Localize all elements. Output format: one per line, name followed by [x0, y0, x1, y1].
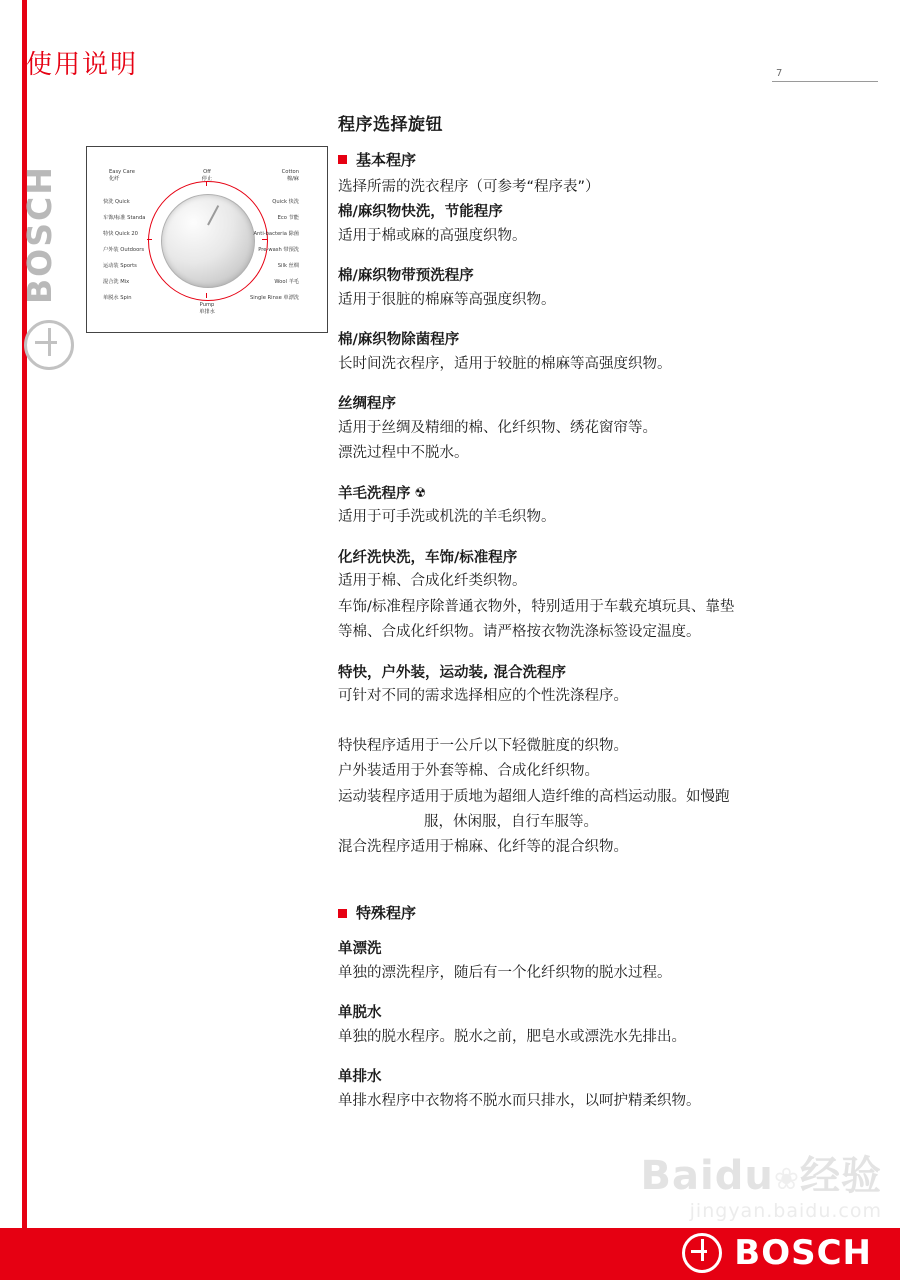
page-number-rule [772, 81, 878, 82]
footer-wordmark: BOSCH [734, 1233, 872, 1273]
program-body-5-2: 等棉、合成化纤织物。请严格按衣物洗涤标签设定温度。 [338, 624, 701, 641]
dial-label-outdoors: 户外装 Outdoors [103, 247, 145, 253]
red-square-bullet-icon [338, 155, 347, 164]
program-head-4 [338, 483, 872, 506]
dial-tick [262, 239, 267, 240]
page-number-block [762, 68, 882, 82]
program-body-4-0: 适用于可手洗或机洗的羊毛织物。 [338, 509, 556, 526]
dial-tick [206, 293, 207, 298]
special-programs-heading [338, 901, 872, 925]
program-body-1-0: 适用于很脏的棉麻等高强度织物。 [338, 291, 556, 308]
watermark-brand: Baidu [640, 1153, 774, 1199]
dial-label-sports: 运动装 Sports [103, 263, 137, 269]
dial-label-antibacteria: Anti-bacteria 除菌 [253, 231, 299, 237]
watermark [640, 1153, 882, 1222]
dial-label-prewash: Pre-wash 带预洗 [258, 247, 299, 253]
program-head-0: 棉/麻织物快洗，节能程序 [338, 204, 503, 221]
basic-programs-intro: 选择所需的洗衣程序（可参考“程序表”） [338, 178, 600, 195]
dial-label-wool: Wool 羊毛 [274, 279, 299, 285]
program-body-5-1: 车饰/标准程序除普通衣物外，特别适用于车载充填玩具、靠垫 [338, 598, 735, 615]
basic-programs-heading [338, 148, 872, 172]
basic-programs-heading-label: 基本程序 [356, 150, 417, 169]
special-body-0-0: 单独的漂洗程序，随后有一个化纤织物的脱水过程。 [338, 964, 672, 981]
dial-label-standard: 车饰/标准 Standa [103, 215, 146, 221]
dial-label-eco: Eco 节能 [277, 215, 299, 221]
special-programs-heading-label: 特殊程序 [356, 903, 417, 922]
main-content [338, 112, 872, 1115]
program-head-2: 棉/麻织物除菌程序 [338, 332, 460, 349]
extra-paragraph-2: 运动装程序适用于质地为超细人造纤维的高档运动服。如慢跑 [338, 788, 730, 805]
program-body-3-0: 适用于丝绸及精细的棉、化纤织物、绣花窗帘等。 [338, 419, 657, 436]
special-head-2: 单排水 [338, 1069, 382, 1086]
dial-label-silk: Silk 丝绸 [277, 263, 299, 269]
extra-paragraph-0: 特快程序适用于一公斤以下轻微脏度的织物。 [338, 737, 628, 754]
page-number: 7 [776, 68, 783, 79]
dial-label-cotton: Cotton 棉/麻 [281, 169, 299, 183]
special-body-1-0: 单独的脱水程序。脱水之前，肥皂水或漂洗水先排出。 [338, 1028, 686, 1045]
footer-logo [682, 1233, 872, 1273]
wool-icon: ☢ [414, 485, 427, 501]
bosch-logo-icon [24, 320, 74, 370]
red-square-bullet-icon [338, 909, 347, 918]
program-body-5-0: 适用于棉、合成化纤类织物。 [338, 573, 527, 590]
program-body-3-1: 漂洗过程中不脱水。 [338, 445, 469, 462]
program-body-0-0: 适用于棉或麻的高强度织物。 [338, 227, 527, 244]
special-head-0: 单漂洗 [338, 941, 382, 958]
dial-inner [87, 147, 327, 332]
dial-label-mix: 混合洗 Mix [103, 279, 130, 285]
watermark-url: jingyan.baidu.com [689, 1200, 882, 1222]
program-head-6: 特快，户外装，运动装, 混合洗程序 [338, 664, 567, 681]
special-body-2-0: 单排水程序中衣物将不脱水而只排水，以呵护精柔织物。 [338, 1092, 701, 1109]
section-title: 程序选择旋钮 [338, 115, 443, 135]
dial-label-off: Off 停止 [201, 169, 213, 183]
extra-paragraph-3: 服，休闲服，自行车服等。 [424, 814, 598, 830]
dial-label-quick-right: Quick 快洗 [272, 199, 299, 205]
program-body-6-0: 可针对不同的需求选择相应的个性洗涤程序。 [338, 688, 628, 705]
footer-bar [0, 1228, 900, 1280]
dial-label-single-rinse: Single Rinse 单漂洗 [249, 295, 299, 301]
dial-label-spin: 单脱水 Spin [103, 295, 132, 301]
dial-tick [147, 239, 152, 240]
dial-knob-notch-icon [207, 205, 219, 225]
program-head-3: 丝绸程序 [338, 396, 396, 413]
extra-paragraph-4: 混合洗程序适用于棉麻、化纤等的混合织物。 [338, 839, 628, 856]
program-head-5: 化纤洗快洗，车饰/标准程序 [338, 549, 518, 566]
dial-label-quick20: 特快 Quick 20 [103, 231, 138, 237]
bosch-logo-icon [682, 1233, 722, 1273]
program-head-4-label: 羊毛洗程序 [338, 485, 411, 502]
extra-paragraph-1: 户外装适用于外套等棉、合成化纤织物。 [338, 763, 599, 780]
watermark-paw-icon: ❀ [773, 1162, 800, 1197]
watermark-suffix: 经验 [800, 1153, 882, 1199]
special-head-1: 单脱水 [338, 1005, 382, 1022]
program-body-2-0: 长时间洗衣程序，适用于较脏的棉麻等高强度织物。 [338, 355, 672, 372]
dial-label-pump: Pump 单排水 [199, 302, 215, 316]
watermark-main [640, 1153, 882, 1199]
dial-knob [161, 194, 255, 288]
program-head-1: 棉/麻织物带预洗程序 [338, 268, 474, 285]
dial-label-quick: 快洗 Quick [103, 199, 130, 205]
page-title: 使用说明 [26, 50, 139, 80]
dial-label-easy-care: Easy Care 化纤 [109, 169, 135, 183]
program-selector-dial-illustration [86, 146, 328, 333]
bosch-vertical-wordmark: BOSCH [20, 165, 59, 305]
